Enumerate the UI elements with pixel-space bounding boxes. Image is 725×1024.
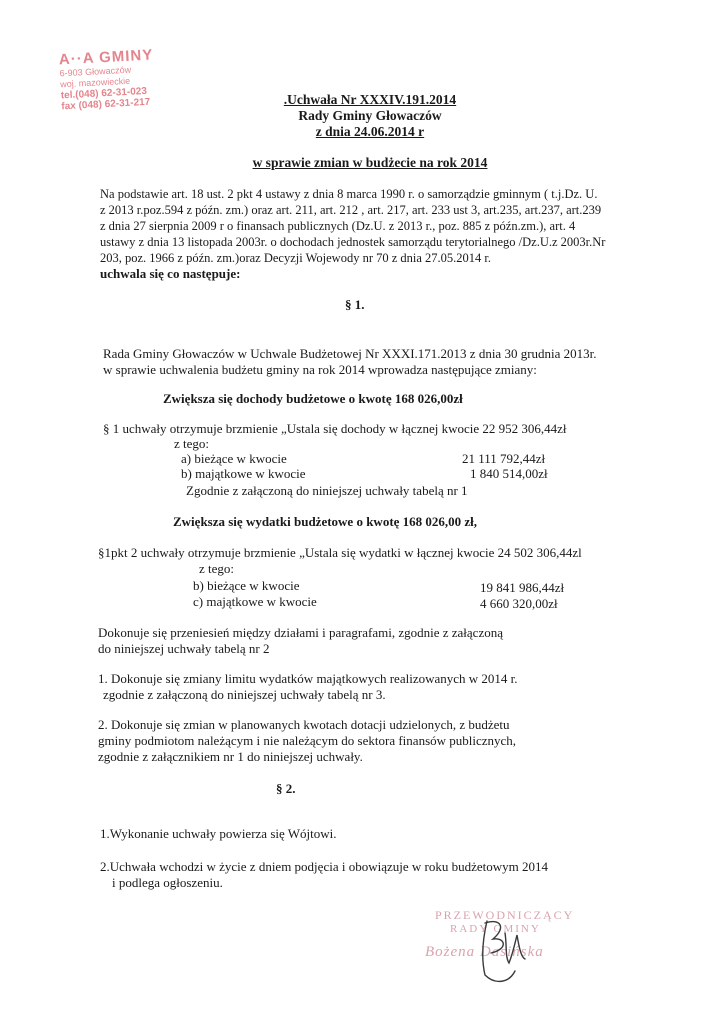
preamble-resolves: uchwala się co następuje: — [100, 266, 241, 281]
expense-current-label: b) bieżące w kwocie — [193, 578, 300, 593]
signature-council: RADY GMINY — [450, 923, 541, 935]
income-table-note: Zgodnie z załączoną do niniejszej uchwały tabelą nr 1 — [186, 483, 468, 498]
section-2-item-2-line-1: 2.Uchwała wchodzi w życie z dniem podjęcia i obowiązuje w roku budżetowym 2014 — [100, 859, 548, 874]
item-2-line-1: 2. Dokonuje się zmian w planowanych kwotach dotacji udzielonych, z budżetu — [98, 717, 510, 732]
resolution-subject: w sprawie zmian w budżecie na rok 2014 — [252, 155, 488, 170]
preamble-line-1: Na podstawie art. 18 ust. 2 pkt 4 ustawy z dnia 8 marca 1990 r. o samorządzie gminnym ( t.j.Dz. U. — [100, 187, 598, 201]
item-2-line-3: zgodnie z załącznikiem nr 1 do niniejszej uchwały. — [98, 749, 363, 764]
stamp-line-3: woj. mazowieckie — [59, 75, 131, 90]
section-1-heading: § 1. — [345, 297, 365, 312]
income-current-value: 21 111 792,44zł — [462, 451, 546, 466]
stamp-line-5: fax (048) 62-31-217 — [61, 96, 151, 113]
council-name: Rady Gminy Głowaczów — [298, 108, 442, 123]
income-current-label: a) bieżące w kwocie — [181, 451, 287, 466]
resolution-date: z dnia 24.06.2014 r — [315, 124, 425, 139]
expense-capital-value: 4 660 320,00zł — [480, 596, 558, 611]
income-of-which: z tego: — [174, 436, 210, 451]
item-2-line-2: gminy podmiotom należącym i nie należącym do sektora finansów publicznych, — [98, 733, 517, 748]
income-capital-label: b) majątkowe w kwocie — [181, 466, 306, 481]
preamble-line-3: z dnia 27 sierpnia 2009 r o finansach publicznych (Dz.U. z 2013 r., poz. 885 z późn.zm.), art. 4 — [100, 219, 576, 233]
signature-name: Bożena Dasińska — [425, 944, 544, 960]
expense-of-which: z tego: — [199, 561, 235, 576]
resolution-title: .Uchwała Nr XXXIV.191.2014 — [283, 92, 457, 107]
item-1-line-1: 1. Dokonuje się zmiany limitu wydatków majątkowych realizowanych w 2014 r. — [98, 671, 518, 686]
section-2-item-2-line-2: i podlega ogłoszeniu. — [112, 875, 223, 890]
signature-title: PRZEWODNICZĄCY — [435, 908, 575, 922]
stamp-line-4: tel.(048) 62-31-023 — [60, 85, 148, 102]
item-1-line-2: zgodnie z załączoną do niniejszej uchwały tabelą nr 3. — [103, 687, 386, 702]
section-1-intro-1: Rada Gminy Głowaczów w Uchwale Budżetowej Nr XXXI.171.2013 z dnia 30 grudnia 2013r. — [103, 346, 597, 361]
transfer-line-2: do niniejszej uchwały tabelą nr 2 — [98, 641, 270, 656]
section-2-item-1: 1.Wykonanie uchwały powierza się Wójtowi. — [100, 826, 337, 841]
income-increase-heading: Zwiększa się dochody budżetowe o kwotę 168 026,00zł — [163, 391, 463, 406]
income-capital-value: 1 840 514,00zł — [470, 466, 548, 481]
expense-current-value: 19 841 986,44zł — [480, 580, 565, 595]
preamble-line-2: z 2013 r.poz.594 z późn. zm.) oraz art. 211, art. 212 , art. 217, art. 233 ust 3, art.235, art.237, art.239 — [100, 203, 602, 217]
section-1-intro-2: w sprawie uchwalenia budżetu gminy na rok 2014 wprowadza następujące zmiany: — [103, 362, 537, 377]
income-total-text: § 1 uchwały otrzymuje brzmienie „Ustala się dochody w łącznej kwocie 22 952 306,44zł — [103, 421, 567, 436]
preamble-line-5: 203, poz. 1966 z późn. zm.)oraz Decyzji Wojewody nr 70 z dnia 27.05.2014 r. — [100, 251, 492, 265]
expense-increase-heading: Zwiększa się wydatki budżetowe o kwotę 168 026,00 zł, — [173, 514, 478, 529]
municipality-stamp — [58, 45, 191, 113]
expense-capital-label: c) majątkowe w kwocie — [193, 594, 317, 609]
chairman-signature-stamp — [425, 908, 585, 988]
preamble-line-4: ustawy z dnia 13 listopada 2003r. o dochodach jednostek samorządu terytorialnego /Dz.U.z 2003r.Nr — [100, 235, 606, 249]
transfer-line-1: Dokonuje się przeniesień między działami i paragrafami, zgodnie z załączoną — [98, 625, 503, 640]
stamp-line-2: 6-903 Głowaczów — [59, 64, 132, 79]
expense-total-text: §1pkt 2 uchwały otrzymuje brzmienie „Ustala się wydatki w łącznej kwocie 24 502 306,44zl — [98, 545, 582, 560]
stamp-line-1: A··A GMINY — [58, 46, 154, 69]
section-2-heading: § 2. — [276, 781, 296, 796]
handwritten-signature-icon — [465, 913, 545, 988]
